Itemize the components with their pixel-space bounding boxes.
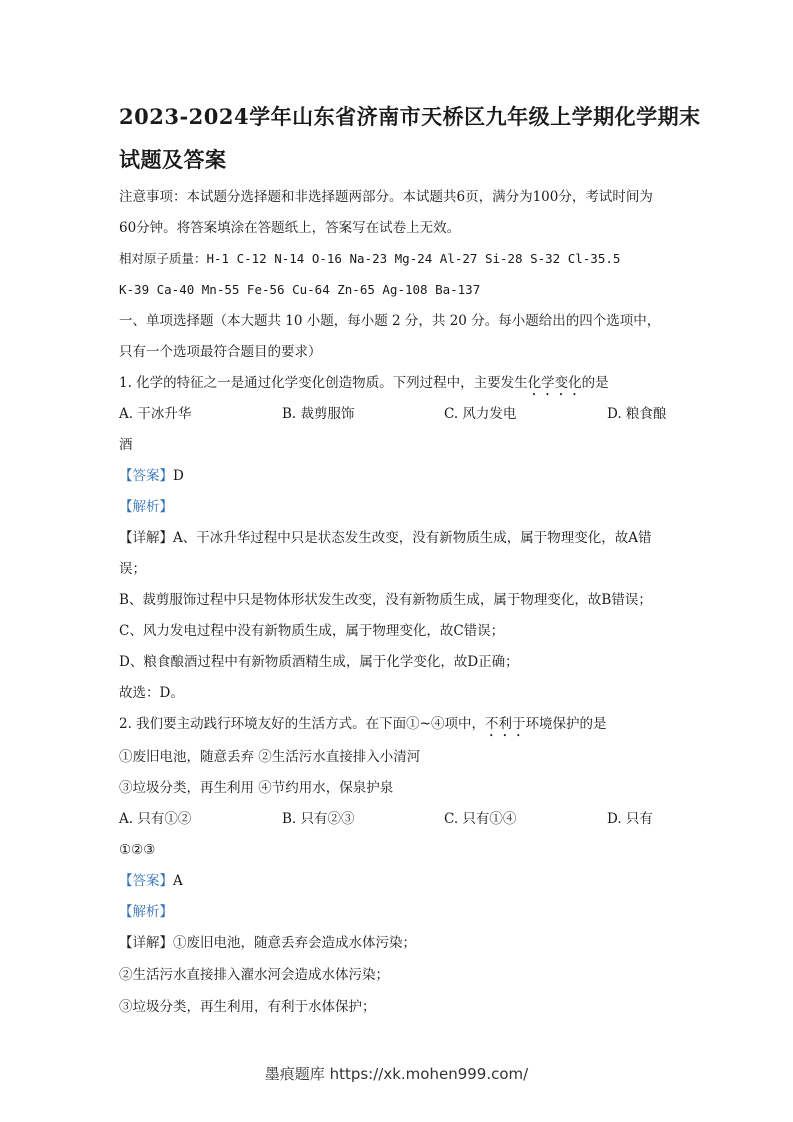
notice-line2: 60分钟。将答案填涂在答题纸上，答案写在试卷上无效。 [119,220,461,236]
q1-stem [119,374,609,399]
q1-detail-b: B、裁剪服饰过程中只是物体形状发生改变，没有新物质生成，属于物理变化，故B错误； [119,592,652,608]
section-heading-line1: 一、单项选择题（本大题共 10 小题，每小题 2 分，共 20 分。每小题给出的四个选项中， [119,313,661,329]
q2-analysis-tag: 【解析】 [119,904,173,920]
q1-option-d-continued: 酒 [119,437,133,453]
q1-detail-a [119,529,652,547]
q1-answer-tag: 【答案】 [119,468,173,484]
q1-stem-suffix: 的是 [581,375,609,391]
q2-detail-3: ③垃圾分类，再生利用，有利于水体保护； [119,999,376,1015]
q2-items-line1: ①废旧电池，随意丢弃 ②生活污水直接排入小清河 [119,749,421,765]
q1-detail-a-continued: 误； [119,561,146,577]
q2-stem-prefix: 2. 我们要主动践行环境友好的生活方式。在下面①~④项中， [119,716,485,732]
q2-option-b: B. 只有②③ [282,811,355,827]
q1-option-d: D. 粮食酿 [607,406,667,422]
q1-stem-prefix: 1. 化学的特征之一是通过化学变化创造物质。下列过程中，主要发生 [119,375,528,391]
q2-option-d: D. 只有 [607,811,653,827]
q1-option-c: C. 风力发电 [444,406,517,422]
notice-line1: 注意事项：本试题分选择题和非选择题两部分。本试题共6页，满分为100分，考试时间为 [119,189,653,205]
q1-detail-c: C、风力发电过程中没有新物质生成，属于物理变化，故C错误； [119,623,505,639]
doc-title-line2: 试题及答案 [119,147,227,172]
q2-detail-1-text: ①废旧电池，随意丢弃会造成水体污染； [173,935,416,951]
q2-option-c: C. 只有①④ [444,811,517,827]
q2-detail-2: ②生活污水直接排入濯水河会造成水体污染； [119,967,389,983]
q2-stem-emphasis: 不利于 [484,716,526,732]
q1-conclusion: 故选：D。 [119,685,184,701]
q1-analysis-tag: 【解析】 [119,499,173,515]
q2-option-a: A. 只有①② [119,811,192,827]
doc-title-line1: 2023-2024学年山东省济南市天桥区九年级上学期化学期末 [119,104,701,129]
q1-option-a: A. 干冰升华 [119,406,192,422]
q2-detail-tag: 【详解】 [119,935,173,951]
q1-detail-a-text: A、干冰升华过程中只是状态发生改变，没有新物质生成，属于物理变化，故A错 [173,530,652,546]
q1-detail-tag: 【详解】 [119,530,173,546]
q2-stem-suffix: 环境保护的是 [525,716,607,732]
q1-answer [119,467,184,485]
q2-detail-1 [119,934,416,952]
footer-watermark: 墨痕题库 https://xk.mohen999.com/ [264,1065,529,1083]
q2-answer-value: A [173,873,183,889]
q2-stem [119,715,606,740]
q2-items-line2: ③垃圾分类，再生利用 ④节约用水，保泉护泉 [119,780,394,796]
q1-stem-emphasis: 化学变化 [527,375,582,391]
atomic-mass-line1: 相对原子质量：H-1 C-12 N-14 O-16 Na-23 Mg-24 Al-27 Si-28 S-32 Cl-35.5 [119,251,621,266]
q1-option-b: B. 裁剪服饰 [282,406,355,422]
q2-answer-tag: 【答案】 [119,873,173,889]
section-heading-line2: 只有一个选项最符合题目的要求） [119,344,322,360]
atomic-mass-line2: K-39 Ca-40 Mn-55 Fe-56 Cu-64 Zn-65 Ag-108 Ba-137 [119,282,481,297]
q2-answer [119,872,183,890]
q1-detail-d: D、粮食酿酒过程中有新物质酒精生成，属于化学变化，故D正确； [119,654,519,670]
q2-option-d-continued: ①②③ [119,842,156,858]
q1-answer-value: D [173,468,184,484]
